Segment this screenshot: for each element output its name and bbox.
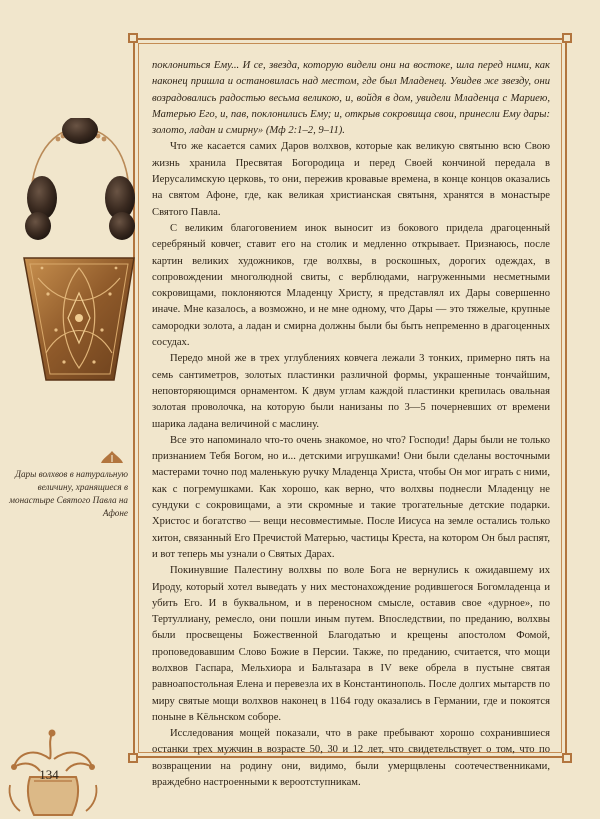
paragraph: Передо мной же в трех углублениях ковчега лежали 3 тонких, примерно пять на семь сантиметров, золотых пластинки различной формы, украшенные тончайшим, неповторяющимся орнаментом. К двум углам каждой пластинки крепилась овальная золотая проволочка, на которую были нанизаны по 3—5 почерневших от времени шарика ладана величиной с маслину. <box>152 353 550 430</box>
paragraph: Все это напоминало что-то очень знакомое, но что? Господи! Дары были не только признанием Тебя Богом, но и... детскими игрушками! Они были сделаны восточными мастерами точно под маленькую ручку Младенца Христа, чтобы Он мог играть с ними, как с погремушками. Как хорошо, как верно, что волхвы поднесли Младенцу не сундуки с сокровищами, а эти скромные и такие трогательные детские подарки. Христос и богатство — вещи несовместимые. После Иисуса на земле остались только хитон, связанный Его Пречистой Матерью, частицы Креста, на котором Он был распят, и вот теперь мы узнали о Святых Дарах. <box>152 434 550 560</box>
frame-corner-ornament <box>128 33 138 43</box>
magi-gift-illustration <box>18 118 140 418</box>
paragraph: С великим благоговением инок выносит из бокового придела драгоценный серебряный ковчег, ставит его на столик и медленно открывает. Признаюсь, после картин великих художников, где волхвы, в роскошных, дорогих одеждах, в сопровождении многолюдной свиты, с верблюдами, нагруженными несметными сокровищами, поклоняются Младенцу Христу, я представлял их Дары совершенно иначе. Мне казалось, а возможно, и не мне одному, что Дары — это тяжелые, крупные самородки золота, а ладан и смирна должны были бы быть непременно в драгоценных сосудах. <box>152 222 550 349</box>
frame-corner-ornament <box>128 753 138 763</box>
paragraph-gospel-quote: поклониться Ему... И се, звезда, которую видели они на востоке, шла перед ними, как наконец пришла и остановилась над местом, где был Младенец. Увидев же звезду, они возрадовались радостью весьма великою, и, войдя в дом, увидели Младенца с Мариею, Матерью Его, и, пав, поклонились Ему; и, открыв сокровища свои, принесли Ему дары: золото, ладан и смирну» (Мф 2:1–2, 9–11). <box>152 60 550 137</box>
page-number: 134 <box>39 767 59 782</box>
paragraph: Исследования мощей показали, что в раке пребывают хорошо сохранившиеся останки трех мужчин в возрасте 50, 30 и 12 лет, что свидетельствует о том, что по возвращении на родину они, видимо, были умерщвлены соотечественниками, враждебно настроенными к вероотступникам. <box>152 728 550 789</box>
frame-corner-ornament <box>562 753 572 763</box>
paragraph: Покинувшие Палестину волхвы по воле Бога не вернулись к ожидавшему их Ироду, который хотел выведать у них местонахождение родившегося Богомладенца и убить Его. И в буквальном, и в переносном смысле, оставив свое «дурное», по Тертуллиану, ремесло, они пошли иным путем. Впоследствии, по преданию, волхвы были просвещены Божественной Благодатью и крещены апостолом Фомой, проповедовавшим Слово Божие в Персии. Также, по преданию, считается, что мощи волхвов Гаспара, Мельхиора и Бальтазара в IV веке обрела в пустыне святая равноапостольная Елена и перевезла их в Константинополь. После долгих мытарств по миру святые мощи волхвов наконец в 1164 году оказались в Германии, где и покоятся поныне в Кёльнском соборе. <box>152 565 550 723</box>
caption-ornament-icon <box>100 450 124 464</box>
frame-corner-ornament <box>562 33 572 43</box>
image-caption: Дары волхвов в натуральную величину, хранящиеся в монастыре Святого Павла на Афоне <box>9 469 128 518</box>
paragraph: Что же касается самих Даров волхвов, которые как великую святыню всю Свою жизнь хранила Пресвятая Богородица и перед Своей кончиной передала в Иерусалимскую церковь, то они, пережив кровавые времена, в конце концов оказались на святом Афоне, где, как великая христианская святыня, хранятся в монастыре Святого Павла. <box>152 141 550 218</box>
main-text <box>152 58 550 791</box>
